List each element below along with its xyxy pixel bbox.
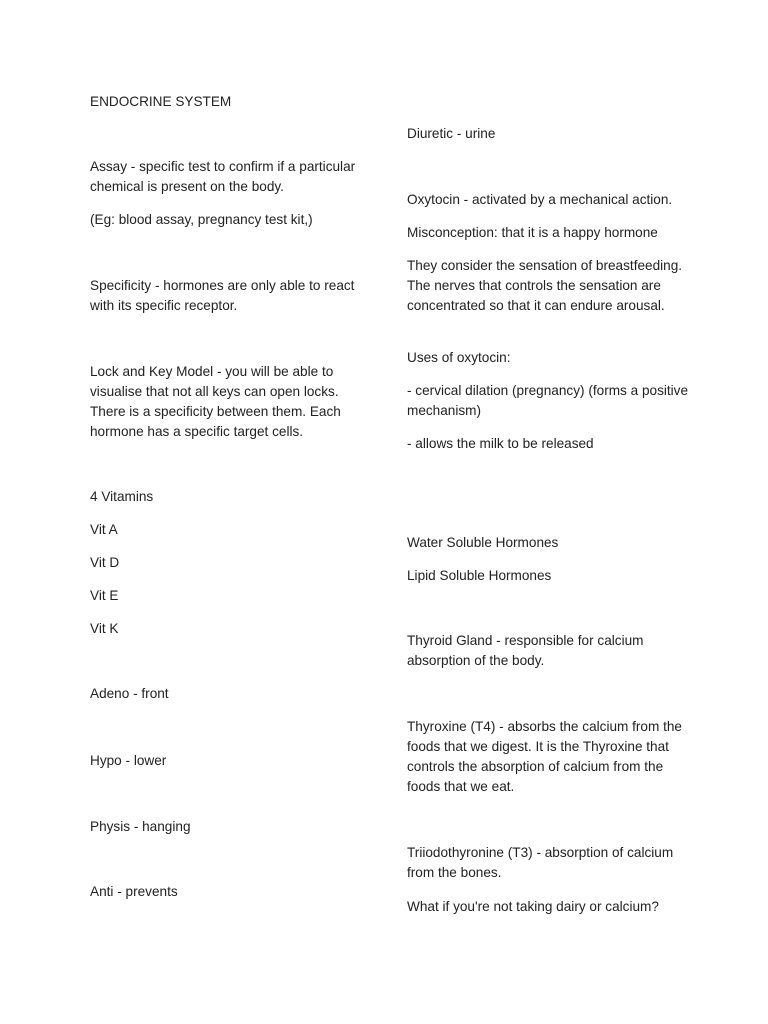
term-physis: Physis - hanging bbox=[90, 819, 191, 834]
paragraph-breastfeeding: They consider the sensation of breastfeeding. The nerves that controls the sensation are concentrated so that it can endure arousal. bbox=[407, 258, 683, 313]
paragraph-thyroxine: Thyroxine (T4) - absorbs the calcium from the foods that we digest. It is the Thyroxine that controls the absorption of calcium from the foods that we eat. bbox=[407, 719, 682, 794]
list-item-milk-release: - allows the milk to be released bbox=[407, 436, 594, 451]
term-lipid-soluble: Lipid Soluble Hormones bbox=[407, 568, 552, 583]
list-item-vit-a: Vit A bbox=[90, 522, 118, 537]
term-anti: Anti - prevents bbox=[90, 884, 178, 899]
term-hypo: Hypo - lower bbox=[90, 753, 167, 768]
term-adeno: Adeno - front bbox=[90, 686, 169, 701]
list-item-vit-d: Vit D bbox=[90, 555, 120, 570]
list-item-cervical-dilation: - cervical dilation (pregnancy) (forms a positive mechanism) bbox=[407, 383, 689, 418]
paragraph-assay: Assay - specific test to confirm if a particular chemical is present on the body. bbox=[90, 159, 356, 194]
paragraph-misconception: Misconception: that it is a happy hormone bbox=[407, 225, 658, 240]
list-item-vit-k: Vit K bbox=[90, 621, 119, 636]
heading-vitamins: 4 Vitamins bbox=[90, 489, 154, 504]
heading-uses-of-oxytocin: Uses of oxytocin: bbox=[407, 350, 511, 365]
paragraph-lock-and-key: Lock and Key Model - you will be able to visualise that not all keys can open locks. There is a specificity between them. Each hormone has a specific target cells. bbox=[90, 364, 341, 439]
list-item-vit-e: Vit E bbox=[90, 588, 119, 603]
term-diuretic: Diuretic - urine bbox=[407, 126, 496, 141]
term-water-soluble: Water Soluble Hormones bbox=[407, 535, 559, 550]
paragraph-specificity: Specificity - hormones are only able to react with its specific receptor. bbox=[90, 278, 355, 313]
paragraph-triiodothyronine: Triiodothyronine (T3) - absorption of calcium from the bones. bbox=[407, 845, 674, 880]
page-title: ENDOCRINE SYSTEM bbox=[90, 94, 232, 109]
paragraph-thyroid-gland: Thyroid Gland - responsible for calcium absorption of the body. bbox=[407, 633, 644, 668]
paragraph-oxytocin: Oxytocin - activated by a mechanical action. bbox=[407, 192, 673, 207]
paragraph-dairy-question: What if you're not taking dairy or calcium? bbox=[407, 899, 659, 914]
paragraph-assay-example: (Eg: blood assay, pregnancy test kit,) bbox=[90, 212, 313, 227]
